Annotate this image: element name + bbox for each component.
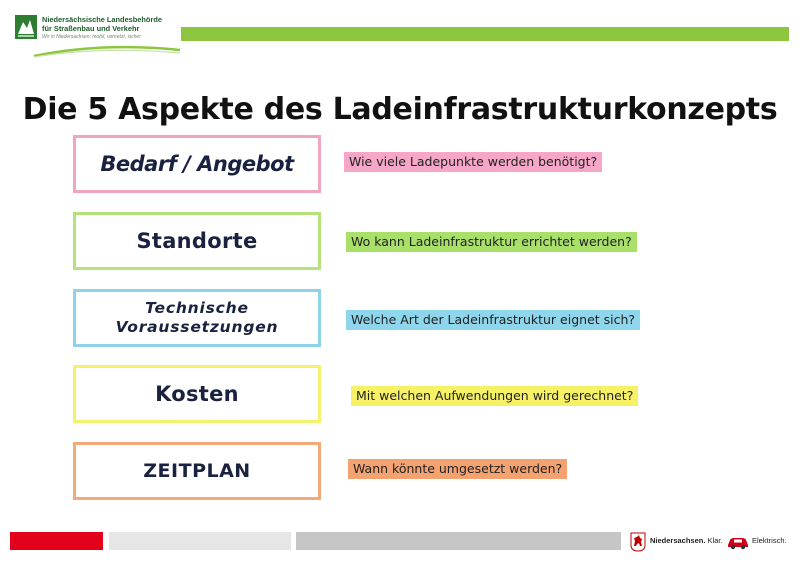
aspect-box-technische-voraussetzungen (73, 289, 321, 347)
aspect-box-standorte (73, 212, 321, 270)
nlstbv-emblem-icon (14, 14, 38, 40)
brand-elektrisch: Elektrisch. (752, 536, 787, 545)
aspect-box-kosten (73, 365, 321, 423)
aspect-label: Kosten (155, 382, 239, 406)
aspect-question-technische-voraussetzungen: Welche Art der Ladeinfrastruktur eignet sich? (346, 310, 640, 330)
aspect-question-bedarf-angebot: Wie viele Ladepunkte werden benötigt? (344, 152, 602, 172)
aspect-box-zeitplan (73, 442, 321, 500)
aspect-label-line1: Technische (145, 299, 249, 317)
car-icon (726, 533, 750, 551)
brand-name: Niedersachsen. (650, 536, 706, 545)
brand-klar: Klar. (707, 536, 723, 545)
org-name-line2: für Straßenbau und Verkehr (42, 24, 140, 33)
footer-bar-light-grey (109, 532, 291, 550)
header-accent-bar (181, 27, 789, 41)
aspect-label-line2: Voraussetzungen (115, 318, 279, 336)
aspect-question-zeitplan: Wann könnte umgesetzt werden? (348, 459, 567, 479)
brand-text (650, 536, 723, 545)
aspect-label (116, 299, 279, 337)
page-title: Die 5 Aspekte des Ladeinfrastrukturkonzepts (22, 92, 778, 128)
aspect-box-bedarf-angebot (73, 135, 321, 193)
aspect-question-kosten: Mit welchen Aufwendungen wird gerechnet? (351, 386, 638, 406)
footer-bar-red (10, 532, 103, 550)
footer-brand (630, 532, 795, 552)
aspect-label: Bedarf / Angebot (100, 152, 294, 176)
aspect-question-standorte: Wo kann Ladeinfrastruktur errichtet werden? (346, 232, 637, 252)
org-tagline: Wir in Niedersachsen: mobil, vernetzt, sicher (42, 34, 141, 40)
logo-swoosh-icon (32, 44, 182, 58)
horse-icon (630, 532, 646, 552)
aspect-label: ZEITPLAN (143, 460, 251, 482)
aspect-label: Standorte (136, 229, 258, 253)
footer-bar-grey (296, 532, 621, 550)
org-name-line1: Niedersächsische Landesbehörde (42, 15, 162, 24)
nlstbv-logo (14, 14, 189, 60)
